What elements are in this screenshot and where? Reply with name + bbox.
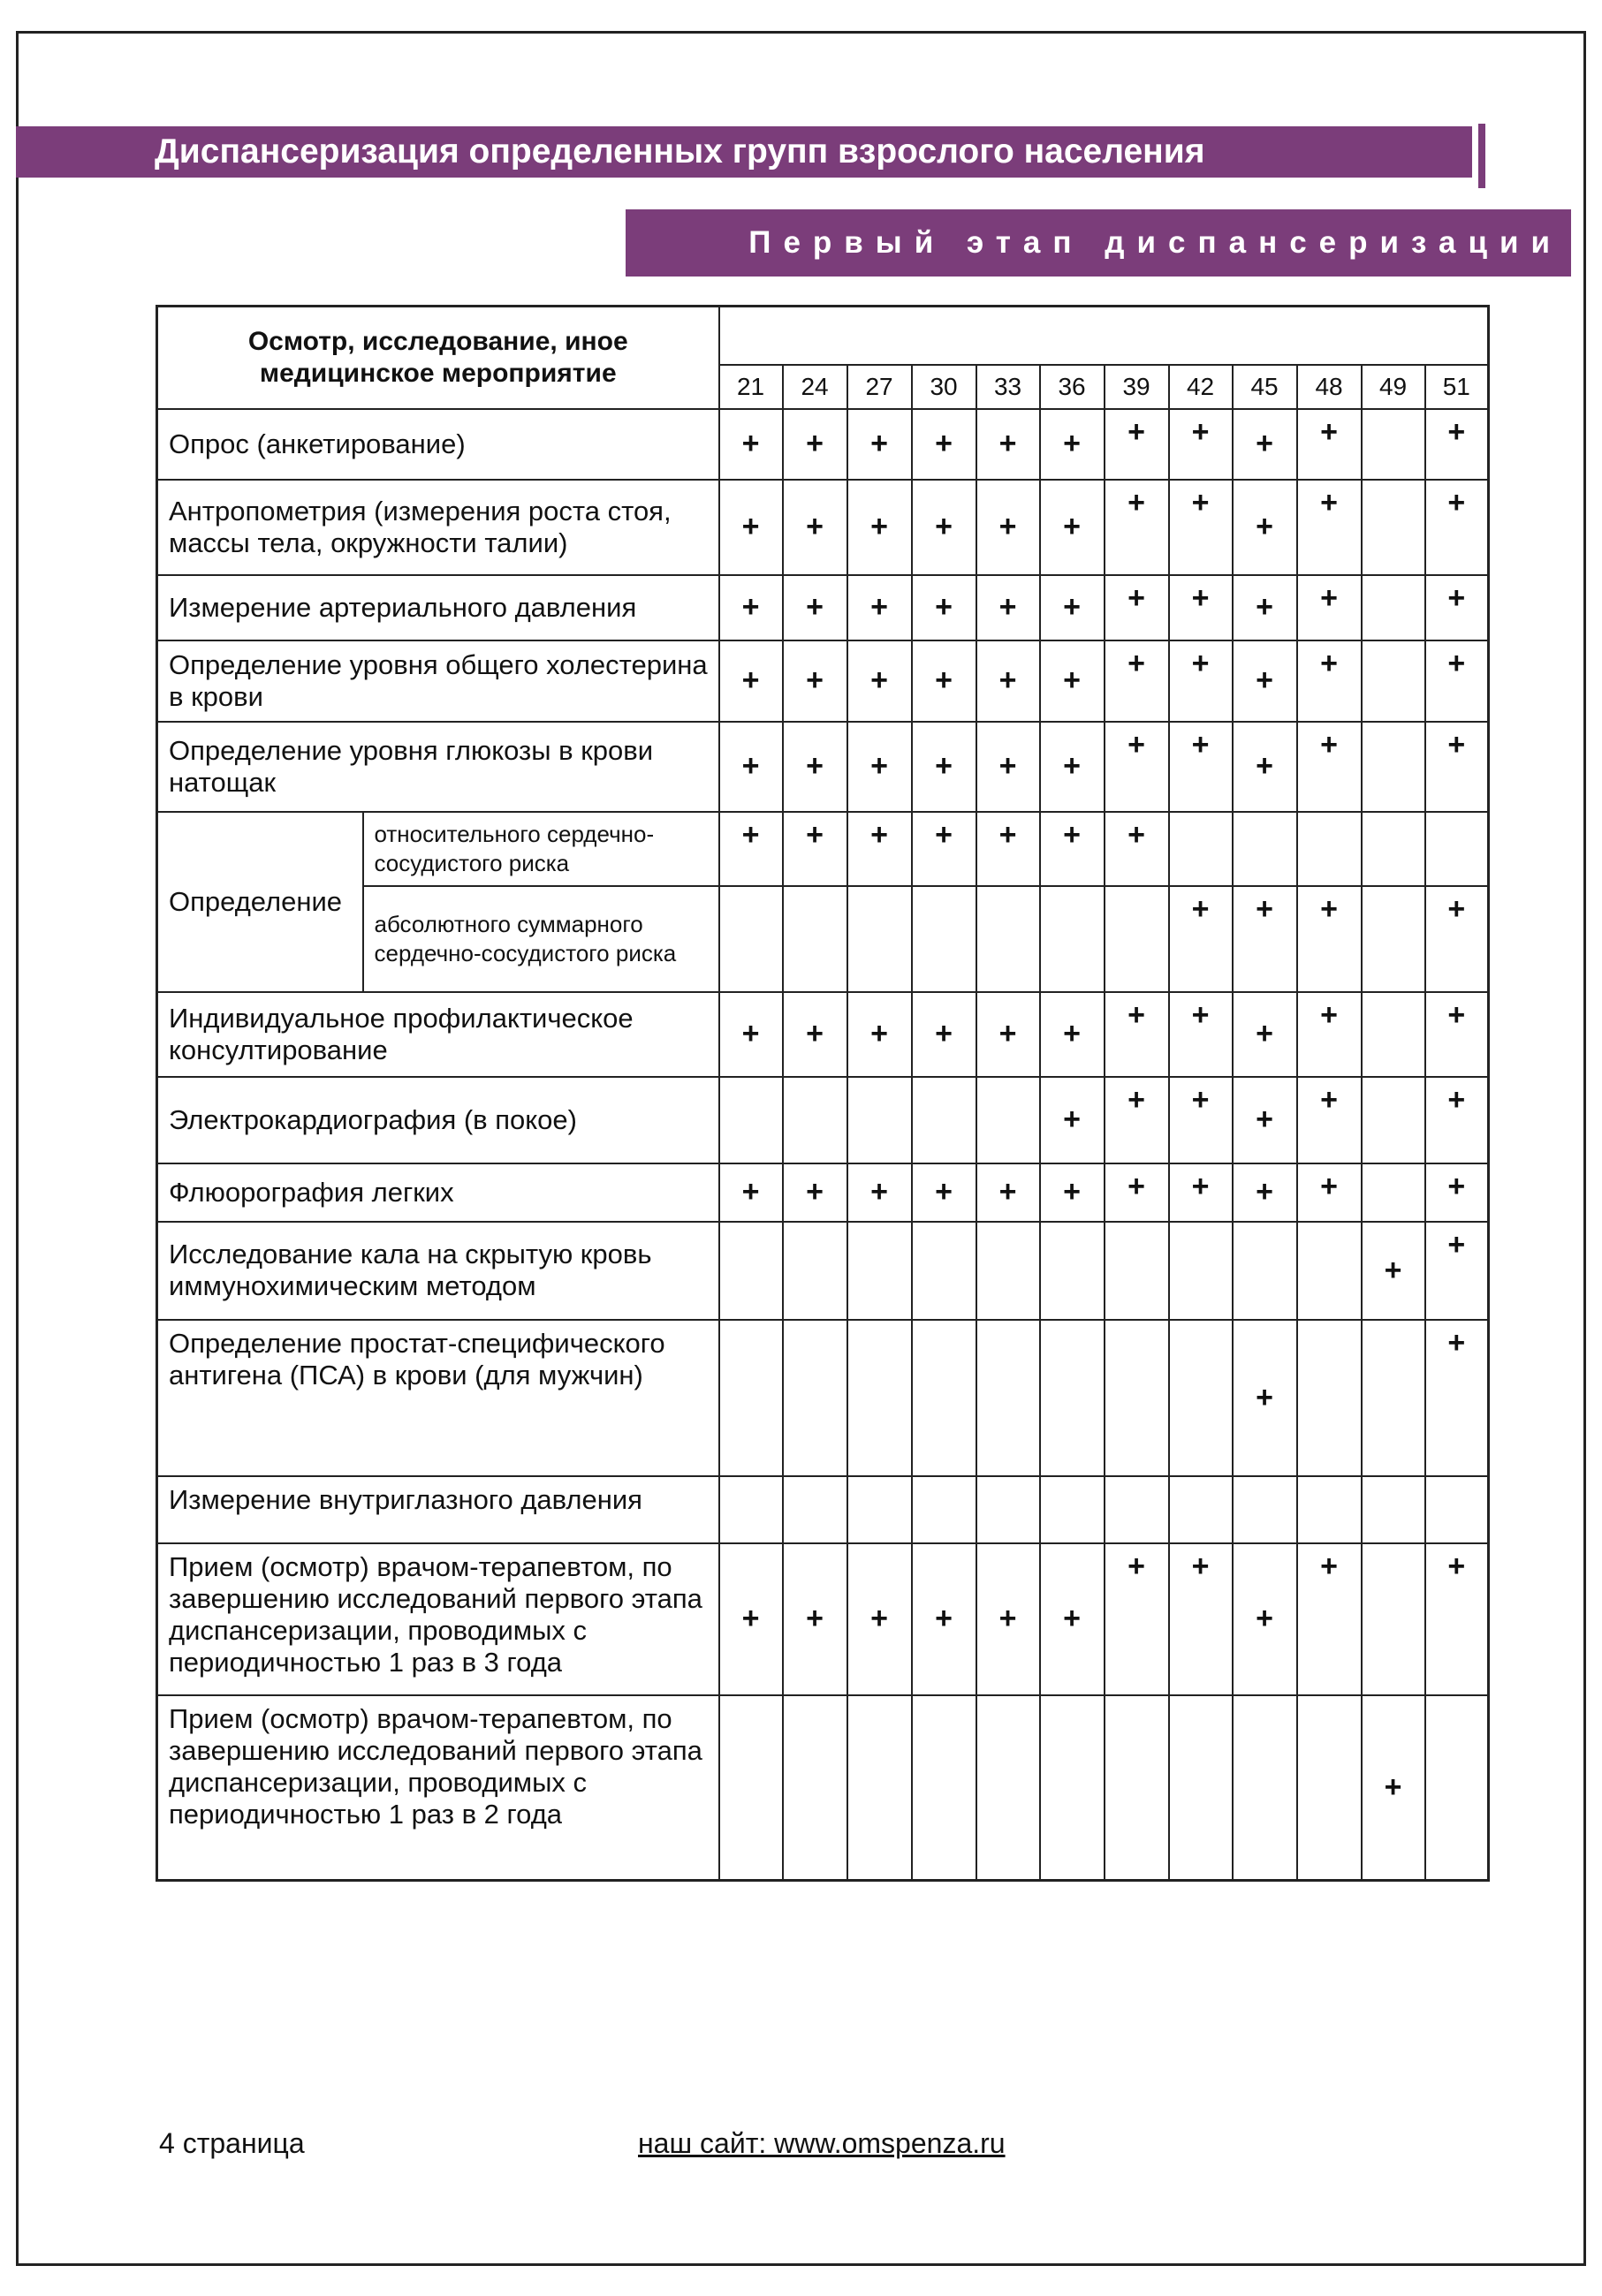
mark-cell: + — [1169, 722, 1233, 812]
mark-cell — [1297, 1695, 1362, 1881]
mark-cell — [912, 886, 976, 992]
mark-cell — [1425, 812, 1489, 886]
mark-cell — [976, 1695, 1040, 1881]
mark-cell — [1105, 1476, 1169, 1543]
row-label: Электрокардиография (в покое) — [157, 1077, 719, 1163]
mark-cell: + — [1297, 886, 1362, 992]
mark-cell — [1169, 1476, 1233, 1543]
age-header: 24 — [783, 365, 847, 409]
table-row — [157, 992, 1489, 1077]
mark-cell: + — [1425, 722, 1489, 812]
mark-cell: + — [976, 1163, 1040, 1222]
mark-cell — [1362, 409, 1425, 480]
table-row — [157, 1320, 1489, 1476]
mark-cell: + — [719, 1163, 783, 1222]
age-header: 49 — [1362, 365, 1425, 409]
mark-cell: + — [1233, 409, 1297, 480]
row-label: Измерение артериального давления — [157, 575, 719, 640]
mark-cell — [1297, 1320, 1362, 1476]
mark-cell — [1233, 1695, 1297, 1881]
mark-cell: + — [719, 992, 783, 1077]
mark-cell — [1105, 886, 1169, 992]
mark-cell: + — [1040, 992, 1105, 1077]
mark-cell — [847, 1077, 912, 1163]
mark-cell — [1425, 1476, 1489, 1543]
table-row — [157, 1695, 1489, 1881]
mark-cell — [1362, 640, 1425, 722]
mark-cell: + — [847, 480, 912, 575]
mark-cell: + — [1105, 409, 1169, 480]
mark-cell: + — [1105, 992, 1169, 1077]
table-row — [157, 1476, 1489, 1543]
row-label: Исследование кала на скрытую кровь иммунохимическим методом — [157, 1222, 719, 1320]
mark-cell: + — [976, 575, 1040, 640]
mark-cell — [1105, 1695, 1169, 1881]
mark-cell: + — [1297, 1077, 1362, 1163]
age-header: 33 — [976, 365, 1040, 409]
mark-cell: + — [1233, 1320, 1297, 1476]
mark-cell — [1362, 722, 1425, 812]
table-row — [157, 1077, 1489, 1163]
mark-cell: + — [976, 409, 1040, 480]
mark-cell: + — [912, 480, 976, 575]
mark-cell: + — [1105, 722, 1169, 812]
mark-cell: + — [1233, 1077, 1297, 1163]
mark-cell: + — [783, 812, 847, 886]
page-subtitle: Первый этап диспансеризации — [748, 225, 1562, 260]
mark-cell: + — [912, 992, 976, 1077]
mark-cell: + — [1169, 1077, 1233, 1163]
mark-cell — [719, 1695, 783, 1881]
mark-cell: + — [783, 1163, 847, 1222]
mark-cell: + — [719, 480, 783, 575]
mark-cell: + — [719, 1543, 783, 1695]
mark-cell — [783, 886, 847, 992]
mark-cell — [719, 1077, 783, 1163]
mark-cell: + — [783, 480, 847, 575]
age-header-blank — [719, 307, 1489, 365]
mark-cell — [976, 886, 1040, 992]
mark-cell: + — [1425, 1077, 1489, 1163]
mark-cell: + — [976, 1543, 1040, 1695]
mark-cell — [1169, 1695, 1233, 1881]
mark-cell: + — [912, 1543, 976, 1695]
mark-cell — [1233, 1222, 1297, 1320]
mark-cell: + — [1425, 992, 1489, 1077]
site-link[interactable]: наш сайт: www.omspenza.ru — [638, 2127, 1006, 2159]
mark-cell — [1040, 1695, 1105, 1881]
mark-cell — [847, 1476, 912, 1543]
mark-cell: + — [1169, 886, 1233, 992]
row-label: Флюорография легких — [157, 1163, 719, 1222]
mark-cell: + — [847, 992, 912, 1077]
table-row — [157, 575, 1489, 640]
mark-cell: + — [1169, 575, 1233, 640]
mark-cell — [1040, 1222, 1105, 1320]
age-header: 45 — [1233, 365, 1297, 409]
mark-cell: + — [1297, 992, 1362, 1077]
table-row — [157, 1163, 1489, 1222]
mark-cell: + — [1233, 1163, 1297, 1222]
mark-cell — [976, 1320, 1040, 1476]
mark-cell: + — [1233, 722, 1297, 812]
row-label: Опрос (анкетирование) — [157, 409, 719, 480]
age-header: 39 — [1105, 365, 1169, 409]
mark-cell: + — [976, 722, 1040, 812]
mark-cell: + — [1297, 409, 1362, 480]
mark-cell — [783, 1077, 847, 1163]
mark-cell: + — [783, 992, 847, 1077]
mark-cell — [1105, 1320, 1169, 1476]
mark-cell: + — [1105, 575, 1169, 640]
table-row — [157, 409, 1489, 480]
mark-cell: + — [1169, 1163, 1233, 1222]
mark-cell: + — [1040, 575, 1105, 640]
mark-cell: + — [1297, 640, 1362, 722]
sub-row-label: относительного сердечно-сосудистого риска — [363, 812, 719, 886]
mark-cell — [1169, 812, 1233, 886]
mark-cell — [1362, 812, 1425, 886]
header-row — [157, 307, 1489, 365]
mark-cell — [1040, 1476, 1105, 1543]
mark-cell: + — [976, 992, 1040, 1077]
mark-cell: + — [847, 722, 912, 812]
mark-cell — [1105, 1222, 1169, 1320]
mark-cell: + — [1040, 1543, 1105, 1695]
column-header-procedure: Осмотр, исследование, иное медицинское мероприятие — [157, 307, 719, 409]
mark-cell: + — [847, 640, 912, 722]
mark-cell: + — [1040, 480, 1105, 575]
mark-cell — [1362, 575, 1425, 640]
mark-cell: + — [847, 1163, 912, 1222]
mark-cell: + — [912, 722, 976, 812]
mark-cell — [847, 1695, 912, 1881]
mark-cell: + — [1233, 640, 1297, 722]
row-label: Измерение внутриглазного давления — [157, 1476, 719, 1543]
mark-cell — [1297, 1222, 1362, 1320]
mark-cell — [976, 1077, 1040, 1163]
mark-cell — [1362, 1163, 1425, 1222]
mark-cell: + — [1425, 575, 1489, 640]
mark-cell: + — [976, 480, 1040, 575]
mark-cell: + — [783, 409, 847, 480]
mark-cell: + — [783, 640, 847, 722]
mark-cell: + — [1169, 1543, 1233, 1695]
mark-cell — [783, 1476, 847, 1543]
mark-cell — [912, 1695, 976, 1881]
age-header: 42 — [1169, 365, 1233, 409]
age-header: 30 — [912, 365, 976, 409]
mark-cell: + — [719, 812, 783, 886]
mark-cell: + — [1169, 992, 1233, 1077]
page-title: Диспансеризация определенных групп взрослого населения — [155, 133, 1205, 170]
mark-cell — [1297, 1476, 1362, 1543]
mark-cell: + — [1297, 722, 1362, 812]
mark-cell: + — [1297, 575, 1362, 640]
mark-cell: + — [1233, 886, 1297, 992]
mark-cell: + — [912, 812, 976, 886]
mark-cell: + — [1297, 1543, 1362, 1695]
row-label: Индивидуальное профилактическое консултирование — [157, 992, 719, 1077]
mark-cell — [1233, 1476, 1297, 1543]
age-header: 27 — [847, 365, 912, 409]
mark-cell: + — [847, 575, 912, 640]
table-row — [157, 640, 1489, 722]
mark-cell: + — [1040, 812, 1105, 886]
mark-cell: + — [1425, 1543, 1489, 1695]
mark-cell: + — [1105, 812, 1169, 886]
mark-cell: + — [783, 722, 847, 812]
mark-cell: + — [1040, 1163, 1105, 1222]
mark-cell: + — [847, 1543, 912, 1695]
mark-cell: + — [783, 1543, 847, 1695]
mark-cell: + — [1040, 640, 1105, 722]
row-label: Определение уровня общего холестерина в крови — [157, 640, 719, 722]
mark-cell: + — [912, 409, 976, 480]
mark-cell — [1362, 886, 1425, 992]
mark-cell — [1362, 1077, 1425, 1163]
mark-cell: + — [1169, 480, 1233, 575]
mark-cell: + — [1425, 1222, 1489, 1320]
mark-cell — [1362, 1476, 1425, 1543]
mark-cell: + — [1362, 1222, 1425, 1320]
mark-cell: + — [1040, 409, 1105, 480]
title-accent-bar — [1478, 124, 1485, 188]
mark-cell: + — [1425, 480, 1489, 575]
mark-cell — [719, 1320, 783, 1476]
mark-cell: + — [1297, 480, 1362, 575]
mark-cell: + — [1425, 886, 1489, 992]
mark-cell — [1297, 812, 1362, 886]
table-row — [157, 480, 1489, 575]
table-row — [157, 1543, 1489, 1695]
mark-cell: + — [783, 575, 847, 640]
sub-row-label: абсолютного суммарного сердечно-сосудистого риска — [363, 886, 719, 992]
mark-cell — [1362, 480, 1425, 575]
mark-cell: + — [1233, 1543, 1297, 1695]
screening-table — [156, 305, 1490, 1882]
mark-cell — [1362, 1543, 1425, 1695]
row-label: Прием (осмотр) врачом-терапевтом, по завершению исследований первого этапа диспансеризации, проводимых с периодичностью 1 раз в 3 года — [157, 1543, 719, 1695]
mark-cell: + — [1105, 1543, 1169, 1695]
mark-cell — [847, 1320, 912, 1476]
mark-cell: + — [1169, 409, 1233, 480]
mark-cell — [912, 1222, 976, 1320]
mark-cell: + — [912, 1163, 976, 1222]
page-number: 4 страница — [159, 2127, 305, 2159]
mark-cell: + — [1425, 1320, 1489, 1476]
mark-cell: + — [1105, 1077, 1169, 1163]
mark-cell — [719, 1222, 783, 1320]
table-row-risk-relative — [157, 812, 1489, 886]
mark-cell: + — [976, 640, 1040, 722]
mark-cell — [847, 886, 912, 992]
mark-cell: + — [1233, 575, 1297, 640]
mark-cell — [783, 1320, 847, 1476]
mark-cell — [1169, 1320, 1233, 1476]
mark-cell: + — [847, 409, 912, 480]
age-header: 21 — [719, 365, 783, 409]
mark-cell — [719, 1476, 783, 1543]
age-header: 36 — [1040, 365, 1105, 409]
row-label-risk: Определение — [157, 812, 363, 992]
mark-cell — [912, 1476, 976, 1543]
mark-cell: + — [1040, 1077, 1105, 1163]
mark-cell: + — [719, 722, 783, 812]
mark-cell: + — [1105, 480, 1169, 575]
mark-cell: + — [1425, 409, 1489, 480]
mark-cell: + — [719, 575, 783, 640]
mark-cell: + — [1362, 1695, 1425, 1881]
mark-cell: + — [1425, 1163, 1489, 1222]
mark-cell — [783, 1222, 847, 1320]
mark-cell — [976, 1222, 1040, 1320]
mark-cell: + — [1169, 640, 1233, 722]
mark-cell — [1362, 1320, 1425, 1476]
mark-cell — [1040, 1320, 1105, 1476]
mark-cell: + — [912, 640, 976, 722]
mark-cell: + — [1425, 640, 1489, 722]
mark-cell — [719, 886, 783, 992]
mark-cell: + — [847, 812, 912, 886]
age-header: 48 — [1297, 365, 1362, 409]
mark-cell: + — [912, 575, 976, 640]
row-label: Антропометрия (измерения роста стоя, массы тела, окружности талии) — [157, 480, 719, 575]
row-label: Определение простат-специфического антигена (ПСА) в крови (для мужчин) — [157, 1320, 719, 1476]
table-row — [157, 1222, 1489, 1320]
mark-cell — [1425, 1695, 1489, 1881]
mark-cell — [847, 1222, 912, 1320]
mark-cell: + — [976, 812, 1040, 886]
table-row — [157, 722, 1489, 812]
age-header: 51 — [1425, 365, 1489, 409]
mark-cell — [912, 1320, 976, 1476]
mark-cell — [912, 1077, 976, 1163]
mark-cell — [1233, 812, 1297, 886]
mark-cell: + — [1233, 480, 1297, 575]
mark-cell — [1040, 886, 1105, 992]
mark-cell: + — [1040, 722, 1105, 812]
mark-cell — [976, 1476, 1040, 1543]
mark-cell: + — [1105, 640, 1169, 722]
mark-cell: + — [719, 409, 783, 480]
mark-cell — [1362, 992, 1425, 1077]
row-label: Определение уровня глюкозы в крови натощак — [157, 722, 719, 812]
mark-cell: + — [1233, 992, 1297, 1077]
mark-cell: + — [719, 640, 783, 722]
mark-cell — [1169, 1222, 1233, 1320]
mark-cell: + — [1105, 1163, 1169, 1222]
row-label: Прием (осмотр) врачом-терапевтом, по завершению исследований первого этапа диспансеризации, проводимых с периодичностью 1 раз в 2 года — [157, 1695, 719, 1881]
mark-cell — [783, 1695, 847, 1881]
mark-cell: + — [1297, 1163, 1362, 1222]
